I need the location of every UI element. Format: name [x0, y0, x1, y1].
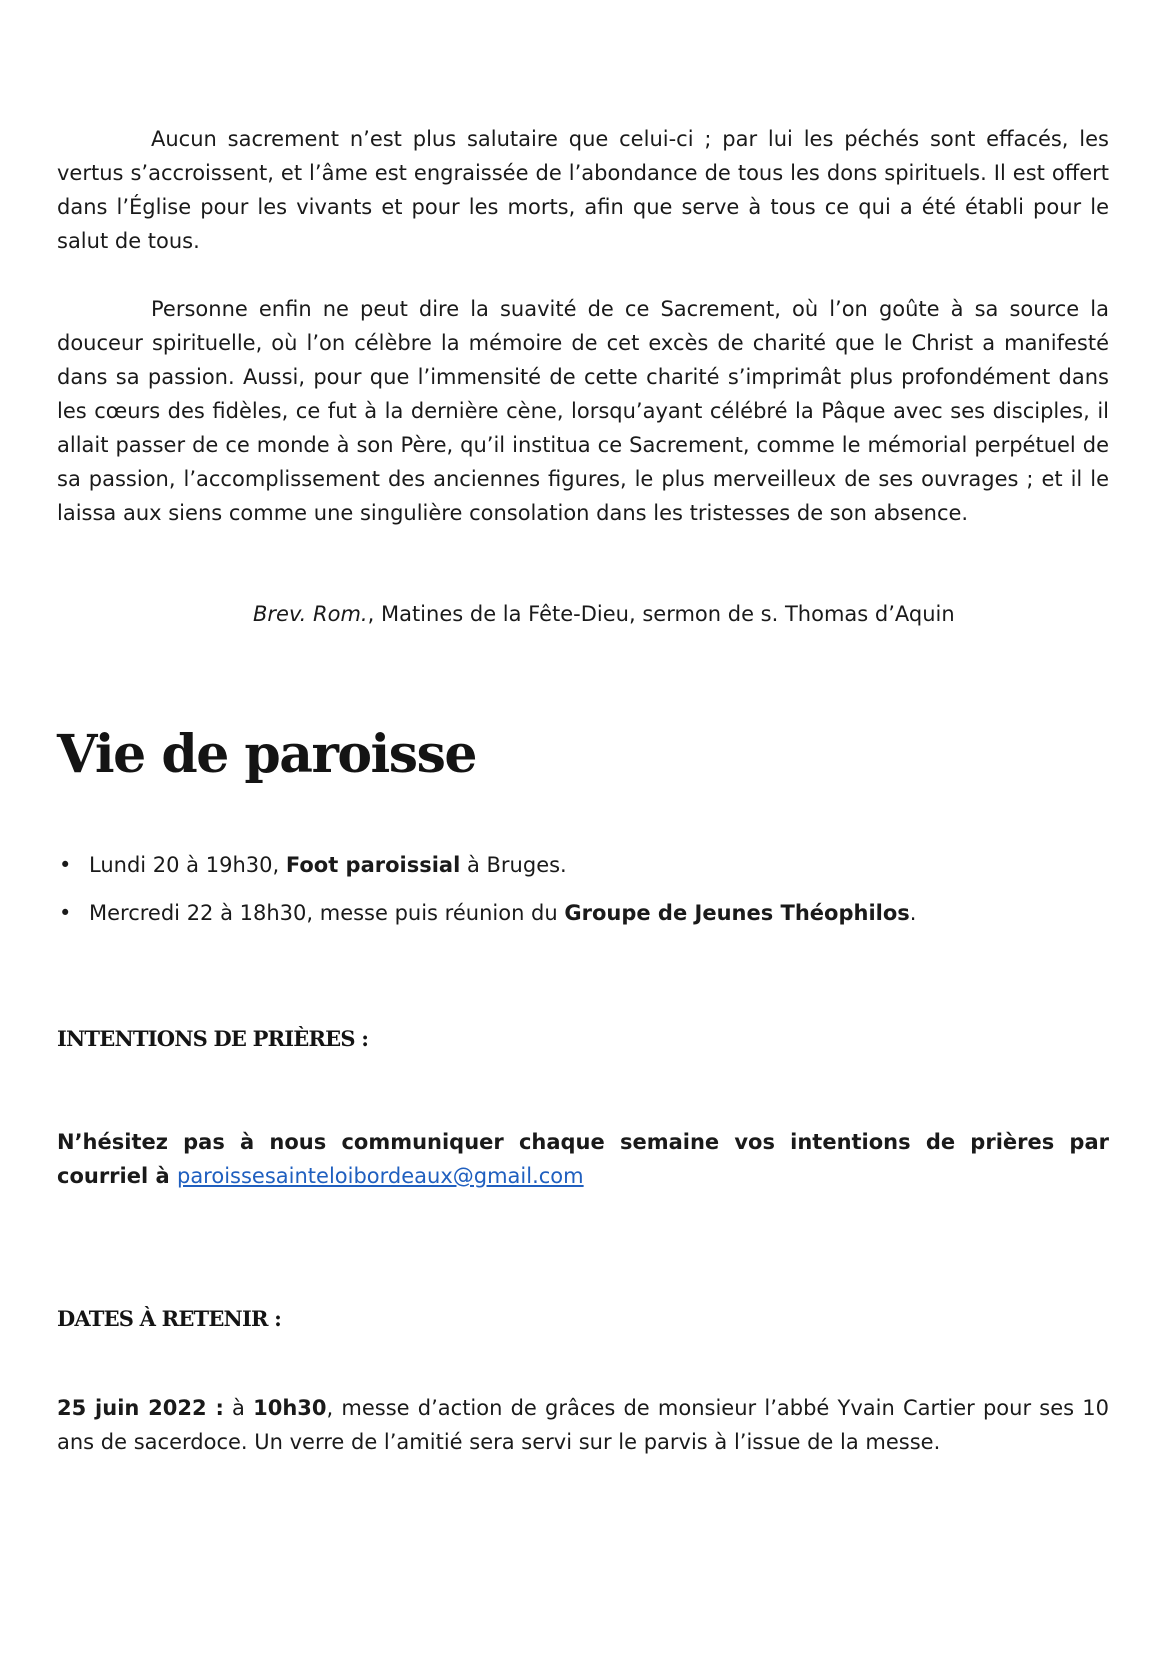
event-bold: Groupe de Jeunes Théophilos [564, 901, 910, 925]
date-entry [57, 1391, 1109, 1459]
list-item [57, 896, 916, 930]
event-text-end: . [909, 901, 917, 925]
bullet-icon: • [59, 901, 72, 925]
list-item [57, 848, 916, 882]
source-italic: Brev. Rom. [253, 602, 368, 626]
email-link[interactable]: paroissesainteloibordeaux@gmail.com [176, 1164, 584, 1188]
date-rest: , messe d’action de grâces de monsieur l’abbé Yvain Cartier pour ses 10 ans de sacerdoce. Un verre de l’amitié sera servi sur le parvis à l’issue de la messe. [57, 1396, 1109, 1454]
date-mid: à [223, 1396, 254, 1420]
source-rest: , Matines de la Fête-Dieu, sermon de s. Thomas d’Aquin [367, 602, 955, 626]
bullet-icon: • [59, 853, 72, 877]
intentions-message: N’hésitez pas à nous communiquer chaque semaine vos intentions de prières par courriel à [57, 1130, 1109, 1188]
event-bold: Foot paroissial [285, 853, 461, 877]
document-page [57, 0, 1109, 1654]
dates-heading: DATES À RETENIR : [57, 1306, 282, 1331]
event-text-end: à Bruges. [460, 853, 567, 877]
quote-source [253, 597, 955, 631]
quote-paragraph-1: Aucun sacrement n’est plus salutaire que celui-ci ; par lui les péchés sont effacés, les vertus s’accroissent, et l’âme est engraissée de l’abondance de tous les dons spirituels. Il est offert dans l’Église pour les vivants et pour les morts, afin que serve à tous ce qui a été établi pour le salut de tous. [57, 127, 1109, 253]
time-bold: 10h30 [253, 1396, 327, 1420]
quote-paragraph-2: Personne enfin ne peut dire la suavité de ce Sacrement, où l’on goûte à sa source la douceur spirituelle, où l’on célèbre la mémoire de cet excès de charité que le Christ a manifesté dans sa passion. Aussi, pour que l’immensité de cette charité s’imprimât plus profondément dans les cœurs des fidèles, ce fut à la dernière cène, lorsqu’ayant célébré la Pâque avec ses disciples, il allait passer de ce monde à son Père, qu’il institua ce Sacrement, comme le mémorial perpétuel de sa passion, l’accomplissement des anciennes figures, le plus merveilleux de ses ouvrages ; et il le laissa aux siens comme une singulière consolation dans les tristesses de son absence. [57, 297, 1109, 525]
intentions-text [57, 1125, 1109, 1193]
section-title: Vie de paroisse [57, 724, 476, 785]
events-list [57, 848, 916, 944]
date-bold: 25 juin 2022 : [57, 1396, 224, 1420]
event-text: Mercredi 22 à 18h30, messe puis réunion du [89, 901, 565, 925]
intentions-heading: INTENTIONS DE PRIÈRES : [57, 1026, 369, 1051]
event-text: Lundi 20 à 19h30, [89, 853, 286, 877]
